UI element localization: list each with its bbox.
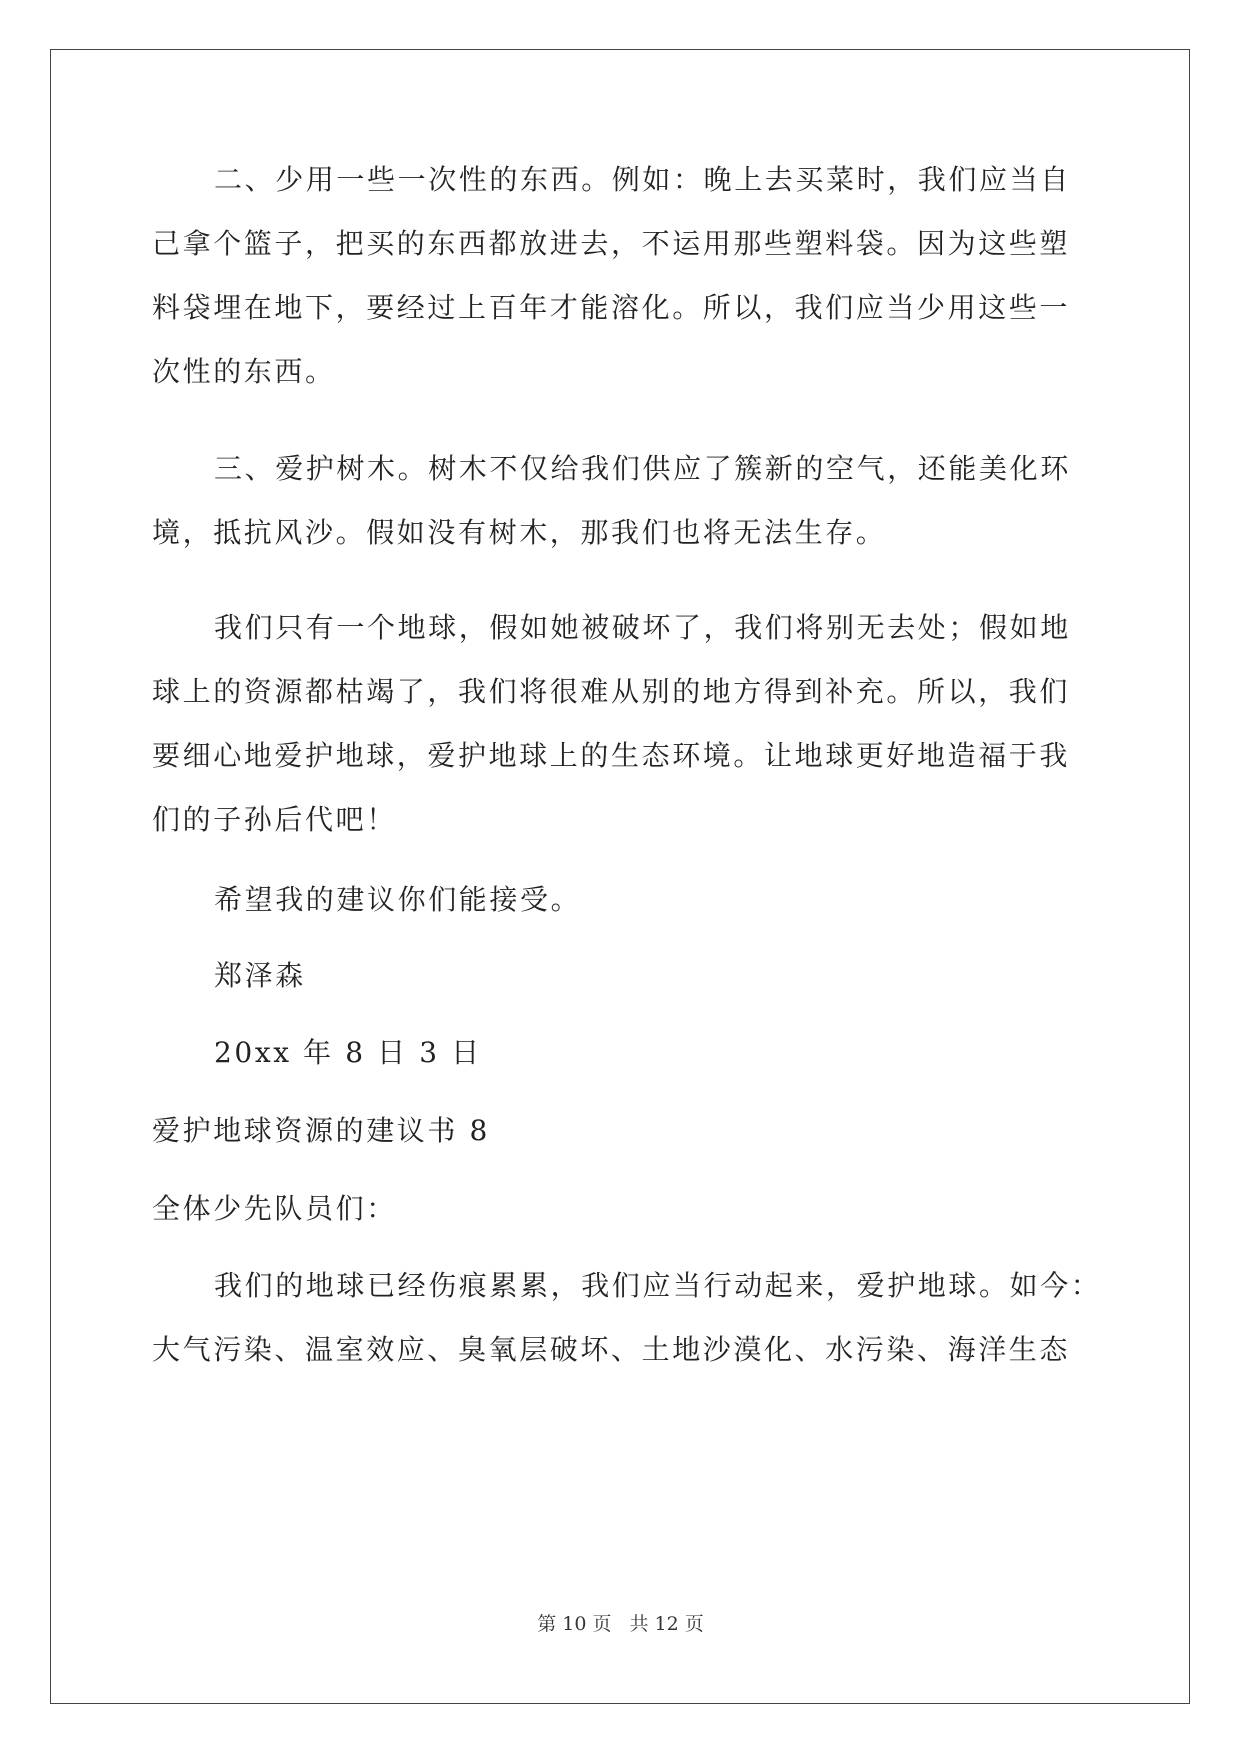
paragraph-line: 球上的资源都枯竭了，我们将很难从别的地方得到补充。所以，我们 [152, 675, 1071, 708]
page-total: 共 12 页 [629, 1613, 704, 1635]
page-footer [0, 1612, 1241, 1636]
salutation: 全体少先队员们： [152, 1192, 397, 1225]
paragraph-line: 次性的东西。 [152, 355, 336, 388]
signature-name: 郑泽森 [214, 959, 306, 992]
paragraph-line: 大气污染、温室效应、臭氧层破坏、土地沙漠化、水污染、海洋生态 [152, 1333, 1071, 1366]
paragraph-line: 己拿个篮子，把买的东西都放进去，不运用那些塑料袋。因为这些塑 [152, 227, 1071, 260]
paragraph-line: 我们的地球已经伤痕累累，我们应当行动起来，爱护地球。如今： [214, 1269, 1102, 1302]
paragraph-line: 要细心地爱护地球，爱护地球上的生态环境。让地球更好地造福于我 [152, 739, 1071, 772]
paragraph-line: 我们只有一个地球，假如她被破坏了，我们将别无去处；假如地 [214, 611, 1071, 644]
paragraph-line: 三、爱护树木。树木不仅给我们供应了簇新的空气，还能美化环 [214, 452, 1071, 485]
page-number: 第 10 页 [537, 1613, 612, 1635]
closing-line: 希望我的建议你们能接受。 [214, 883, 582, 916]
section-title: 爱护地球资源的建议书 8 [152, 1114, 490, 1147]
signature-date: 20xx 年 8 日 3 日 [214, 1036, 482, 1069]
paragraph-line: 境，抵抗风沙。假如没有树木，那我们也将无法生存。 [152, 516, 887, 549]
paragraph-line: 料袋埋在地下，要经过上百年才能溶化。所以，我们应当少用这些一 [152, 291, 1071, 324]
paragraph-line: 们的子孙后代吧！ [152, 803, 397, 836]
paragraph-line: 二、少用一些一次性的东西。例如：晚上去买菜时，我们应当自 [214, 163, 1071, 196]
